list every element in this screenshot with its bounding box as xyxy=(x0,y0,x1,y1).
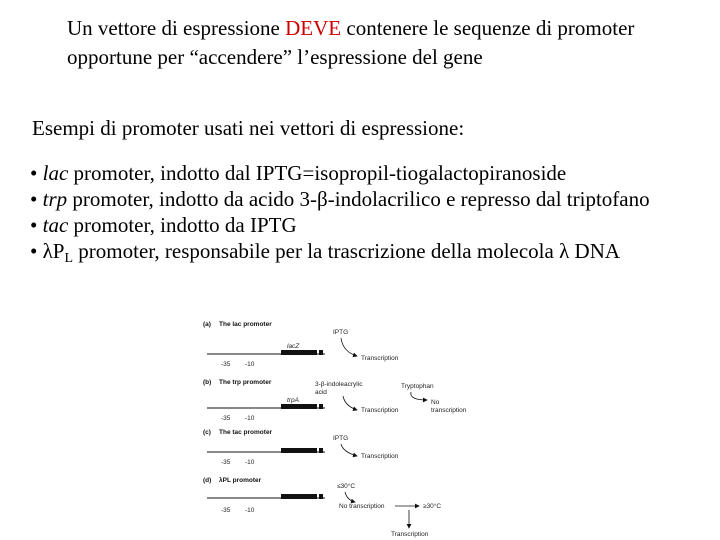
position-label: -10 xyxy=(245,459,255,466)
panel-label: (c) xyxy=(203,429,211,436)
panel-label: (b) xyxy=(203,379,212,386)
no-result-label-line2: transcription xyxy=(431,407,467,414)
list-item-lac xyxy=(30,160,715,186)
gene-block-end xyxy=(319,350,323,355)
promoter-diagram xyxy=(195,312,475,540)
result-label: Transcription xyxy=(361,355,399,362)
promoter-subscript: L xyxy=(64,251,74,266)
panel-heading: The lac promoter xyxy=(219,321,272,328)
gene-label: lacZ xyxy=(287,343,300,350)
no-result-label: No transcription xyxy=(339,503,385,510)
result-label: Transcription xyxy=(391,531,429,538)
repression-arrow xyxy=(411,392,427,400)
promoter-diagram-svg xyxy=(195,312,475,540)
position-label: -10 xyxy=(245,415,255,422)
intro-emphasis: DEVE xyxy=(285,16,342,40)
position-label: -35 xyxy=(221,507,231,514)
position-label: -10 xyxy=(245,361,255,368)
list-item-tac xyxy=(30,212,715,238)
panel-heading: λPL promoter xyxy=(219,477,262,484)
panel-heading: The trp promoter xyxy=(219,379,272,386)
gene-label: trpA xyxy=(287,397,299,404)
promoter-list xyxy=(30,160,715,272)
result-label: Transcription xyxy=(361,407,399,414)
high-temp-label: ≥30°C xyxy=(423,503,442,510)
gene-block xyxy=(281,404,317,409)
panel-label: (a) xyxy=(203,321,211,328)
induction-arrow xyxy=(343,396,357,410)
promoter-description: promoter, indotto da acido 3-β-indolacrilico e represso dal triptofano xyxy=(67,187,650,211)
panel-label: (d) xyxy=(203,477,212,484)
position-label: -35 xyxy=(221,361,231,368)
inducer-label: IPTG xyxy=(333,329,349,336)
inducer-label: 3-β-indoleacrylic xyxy=(315,381,363,388)
promoter-name: tac xyxy=(42,213,69,237)
panel-lac xyxy=(203,321,399,368)
promoter-description: promoter, responsabile per la trascrizione della molecola λ DNA xyxy=(73,239,621,263)
low-temp-label: ≤30°C xyxy=(337,483,356,490)
promoter-description: promoter, indotto dal IPTG=isopropil-tiogalactopiranoside xyxy=(68,161,567,185)
panel-lambda-pl xyxy=(203,476,441,538)
gene-block-end xyxy=(319,448,323,453)
gene-block xyxy=(281,350,317,355)
low-temp-arrow xyxy=(345,492,355,502)
intro-text-before: Un vettore di espressione xyxy=(67,16,286,40)
promoter-name: P xyxy=(52,239,65,263)
list-item-lambda-pl xyxy=(30,238,715,272)
gene-block xyxy=(281,448,317,453)
bullet-mark: • xyxy=(30,213,43,237)
gene-block-end xyxy=(319,404,323,409)
repressor-label: Tryptophan xyxy=(401,383,434,390)
panel-tac xyxy=(203,429,399,466)
induction-arrow xyxy=(341,444,357,456)
gene-block xyxy=(281,494,317,499)
panel-heading: The tac promoter xyxy=(219,429,273,436)
bullet-mark: • xyxy=(30,161,43,185)
bullet-mark: • λ xyxy=(30,239,53,263)
no-result-label: No xyxy=(431,399,440,406)
panel-trp xyxy=(203,379,467,422)
promoter-name: trp xyxy=(42,187,68,211)
result-label: Transcription xyxy=(361,453,399,460)
position-label: -35 xyxy=(221,459,231,466)
intro-text-after: contenere le sequenze di promoter opportune per “accendere” l’espressione del gene xyxy=(67,16,635,69)
promoter-name: lac xyxy=(42,161,69,185)
bullet-mark: • xyxy=(30,187,43,211)
promoter-description: promoter, indotto da IPTG xyxy=(68,213,297,237)
position-label: -35 xyxy=(221,415,231,422)
inducer-label-line2: acid xyxy=(315,389,327,396)
list-item-trp xyxy=(30,186,715,212)
gene-block-end xyxy=(319,494,323,499)
position-label: -10 xyxy=(245,507,255,514)
induction-arrow xyxy=(341,338,357,356)
inducer-label: IPTG xyxy=(333,435,349,442)
examples-heading: Esempi di promoter usati nei vettori di espressione: xyxy=(32,116,465,140)
intro-statement xyxy=(67,14,707,72)
